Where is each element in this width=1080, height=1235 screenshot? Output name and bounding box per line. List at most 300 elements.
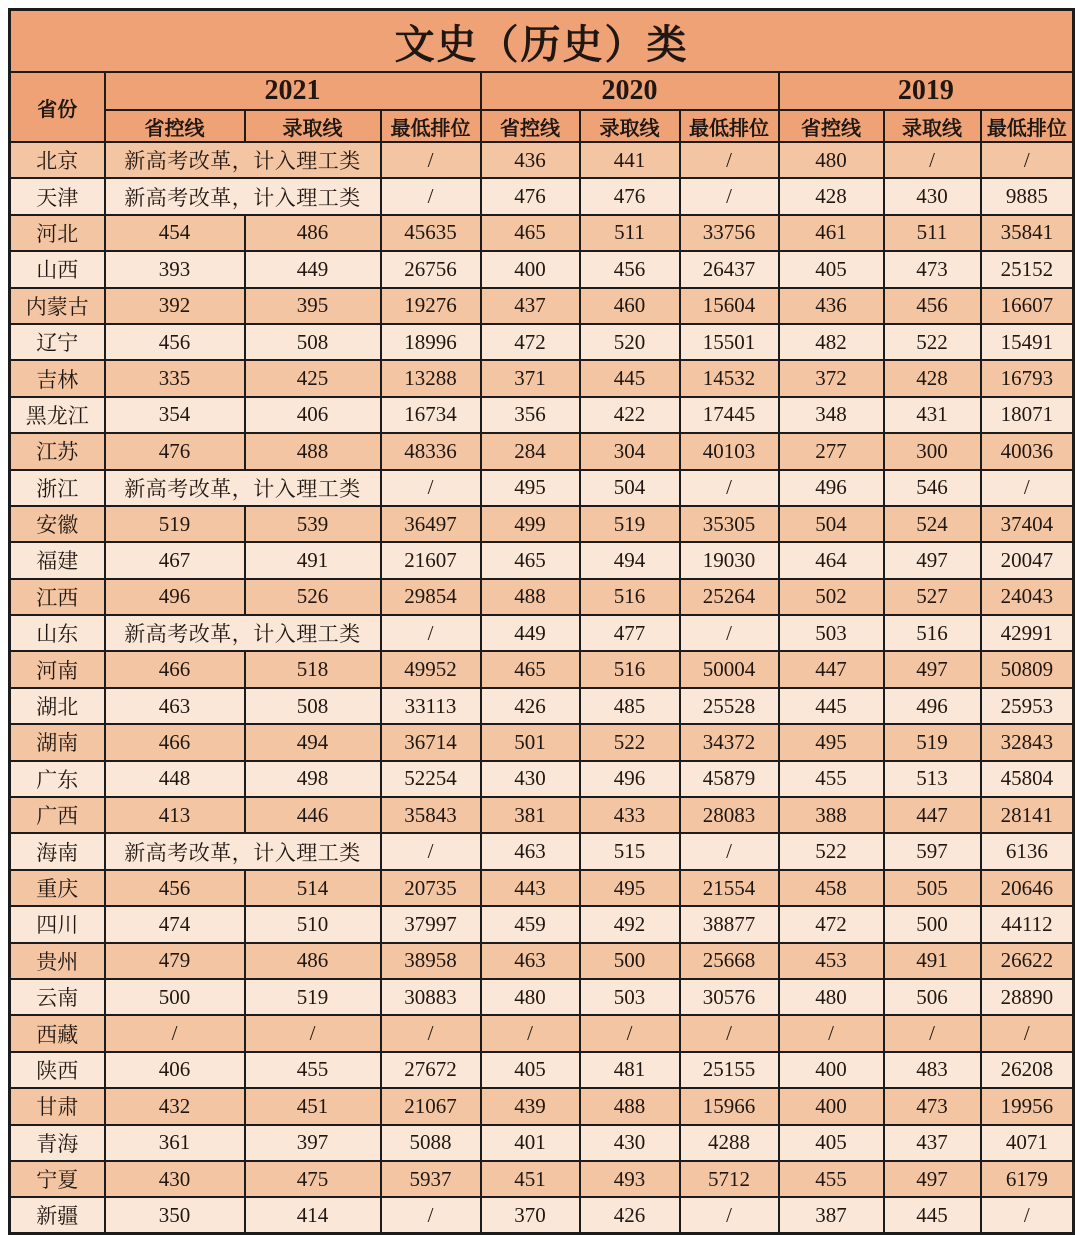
score-cell: / xyxy=(580,1015,680,1051)
score-cell: 406 xyxy=(245,397,381,433)
score-cell: 304 xyxy=(580,433,680,469)
score-cell: 476 xyxy=(105,433,245,469)
score-cell: 30883 xyxy=(381,979,481,1015)
score-cell: 494 xyxy=(580,542,680,578)
reform-note-cell: 新高考改革，计入理工类 xyxy=(105,178,381,214)
score-cell: 497 xyxy=(884,1161,981,1197)
score-cell: 486 xyxy=(245,943,381,979)
province-cell: 湖北 xyxy=(10,688,105,724)
score-cell: 44112 xyxy=(981,906,1074,942)
table-row xyxy=(10,1088,1074,1124)
score-cell: 448 xyxy=(105,761,245,797)
province-cell: 湖南 xyxy=(10,724,105,760)
score-cell: 361 xyxy=(105,1125,245,1161)
score-cell: 465 xyxy=(481,651,580,687)
table-row xyxy=(10,1125,1074,1161)
score-cell: 428 xyxy=(779,178,884,214)
year-header-2019: 2019 xyxy=(779,72,1074,110)
score-cell: / xyxy=(381,615,481,651)
province-cell: 陕西 xyxy=(10,1052,105,1088)
score-cell: 449 xyxy=(481,615,580,651)
table-row xyxy=(10,506,1074,542)
province-cell: 青海 xyxy=(10,1125,105,1161)
score-cell: 52254 xyxy=(381,761,481,797)
score-cell: 6136 xyxy=(981,833,1074,869)
score-cell: 393 xyxy=(105,251,245,287)
score-cell: 508 xyxy=(245,324,381,360)
score-cell: 28083 xyxy=(680,797,779,833)
score-cell: 463 xyxy=(105,688,245,724)
score-cell: 26756 xyxy=(381,251,481,287)
score-cell: 495 xyxy=(481,470,580,506)
score-cell: 597 xyxy=(884,833,981,869)
subheader-row xyxy=(10,110,1074,142)
score-cell: / xyxy=(105,1015,245,1051)
province-cell: 内蒙古 xyxy=(10,288,105,324)
score-cell: 488 xyxy=(580,1088,680,1124)
score-cell: 456 xyxy=(580,251,680,287)
score-cell: 441 xyxy=(580,142,680,178)
table-row xyxy=(10,433,1074,469)
score-cell: 516 xyxy=(884,615,981,651)
province-cell: 江西 xyxy=(10,579,105,615)
score-cell: 504 xyxy=(779,506,884,542)
score-cell: 433 xyxy=(580,797,680,833)
score-cell: 496 xyxy=(105,579,245,615)
score-cell: 522 xyxy=(779,833,884,869)
score-cell: 465 xyxy=(481,542,580,578)
table-row xyxy=(10,724,1074,760)
table-row xyxy=(10,542,1074,578)
score-cell: 443 xyxy=(481,870,580,906)
score-cell: / xyxy=(381,178,481,214)
score-cell: 19030 xyxy=(680,542,779,578)
admission-scores-table xyxy=(8,8,1075,1235)
year-header-2021: 2021 xyxy=(105,72,481,110)
score-cell: / xyxy=(779,1015,884,1051)
province-cell: 新疆 xyxy=(10,1197,105,1233)
score-cell: 432 xyxy=(105,1088,245,1124)
score-cell: 388 xyxy=(779,797,884,833)
province-cell: 云南 xyxy=(10,979,105,1015)
table-row xyxy=(10,251,1074,287)
score-cell: 494 xyxy=(245,724,381,760)
score-cell: 456 xyxy=(105,324,245,360)
score-cell: 508 xyxy=(245,688,381,724)
score-cell: 497 xyxy=(884,542,981,578)
table-row xyxy=(10,797,1074,833)
score-cell: 45635 xyxy=(381,215,481,251)
score-cell: 464 xyxy=(779,542,884,578)
score-cell: 499 xyxy=(481,506,580,542)
score-cell: 475 xyxy=(245,1161,381,1197)
score-cell: 479 xyxy=(105,943,245,979)
province-cell: 安徽 xyxy=(10,506,105,542)
table-row xyxy=(10,215,1074,251)
score-cell: 500 xyxy=(580,943,680,979)
score-cell: / xyxy=(381,142,481,178)
score-cell: 524 xyxy=(884,506,981,542)
score-cell: 497 xyxy=(884,651,981,687)
score-cell: 13288 xyxy=(381,360,481,396)
table-row xyxy=(10,360,1074,396)
score-cell: 381 xyxy=(481,797,580,833)
score-cell: 476 xyxy=(580,178,680,214)
score-cell: 25668 xyxy=(680,943,779,979)
score-cell: 400 xyxy=(779,1052,884,1088)
province-cell: 海南 xyxy=(10,833,105,869)
score-cell: 436 xyxy=(481,142,580,178)
score-cell: 37404 xyxy=(981,506,1074,542)
score-cell: / xyxy=(884,1015,981,1051)
score-cell: 21067 xyxy=(381,1088,481,1124)
score-cell: 37997 xyxy=(381,906,481,942)
score-cell: 473 xyxy=(884,1088,981,1124)
score-cell: 426 xyxy=(580,1197,680,1233)
province-cell: 辽宁 xyxy=(10,324,105,360)
score-cell: 26208 xyxy=(981,1052,1074,1088)
score-cell: 48336 xyxy=(381,433,481,469)
score-cell: 45804 xyxy=(981,761,1074,797)
score-cell: 519 xyxy=(245,979,381,1015)
score-cell: 466 xyxy=(105,724,245,760)
reform-note-cell: 新高考改革，计入理工类 xyxy=(105,615,381,651)
province-cell: 广东 xyxy=(10,761,105,797)
score-cell: 506 xyxy=(884,979,981,1015)
score-cell: 35841 xyxy=(981,215,1074,251)
reform-note-cell: 新高考改革，计入理工类 xyxy=(105,470,381,506)
score-cell: 454 xyxy=(105,215,245,251)
score-cell: 14532 xyxy=(680,360,779,396)
score-cell: 455 xyxy=(245,1052,381,1088)
score-cell: 34372 xyxy=(680,724,779,760)
score-cell: 496 xyxy=(580,761,680,797)
score-cell: 495 xyxy=(580,870,680,906)
score-cell: 426 xyxy=(481,688,580,724)
score-cell: 514 xyxy=(245,870,381,906)
province-cell: 山西 xyxy=(10,251,105,287)
score-cell: 518 xyxy=(245,651,381,687)
table-row xyxy=(10,688,1074,724)
score-cell: 436 xyxy=(779,288,884,324)
score-cell: 28890 xyxy=(981,979,1074,1015)
score-cell: 477 xyxy=(580,615,680,651)
score-cell: / xyxy=(680,833,779,869)
score-cell: 455 xyxy=(779,1161,884,1197)
subheader-2021-control-line: 省控线 xyxy=(105,110,245,142)
score-cell: 33756 xyxy=(680,215,779,251)
score-cell: 456 xyxy=(105,870,245,906)
score-cell: / xyxy=(680,1015,779,1051)
score-cell: 437 xyxy=(481,288,580,324)
score-cell: 387 xyxy=(779,1197,884,1233)
score-cell: 483 xyxy=(884,1052,981,1088)
score-cell: 40103 xyxy=(680,433,779,469)
province-cell: 河南 xyxy=(10,651,105,687)
score-cell: 500 xyxy=(105,979,245,1015)
score-cell: 20047 xyxy=(981,542,1074,578)
score-cell: 42991 xyxy=(981,615,1074,651)
province-cell: 贵州 xyxy=(10,943,105,979)
score-cell: / xyxy=(981,1197,1074,1233)
province-cell: 吉林 xyxy=(10,360,105,396)
score-cell: 21554 xyxy=(680,870,779,906)
score-cell: 430 xyxy=(481,761,580,797)
province-cell: 河北 xyxy=(10,215,105,251)
score-cell: 4071 xyxy=(981,1125,1074,1161)
table-row xyxy=(10,906,1074,942)
score-cell: 446 xyxy=(245,797,381,833)
score-cell: 413 xyxy=(105,797,245,833)
score-cell: 19276 xyxy=(381,288,481,324)
table-row xyxy=(10,397,1074,433)
score-cell: 15501 xyxy=(680,324,779,360)
score-cell: 5088 xyxy=(381,1125,481,1161)
score-cell: / xyxy=(680,178,779,214)
page-title: 文史（历史）类 xyxy=(10,10,1074,73)
score-cell: 422 xyxy=(580,397,680,433)
score-cell: 348 xyxy=(779,397,884,433)
score-cell: 20735 xyxy=(381,870,481,906)
score-cell: 430 xyxy=(884,178,981,214)
province-cell: 四川 xyxy=(10,906,105,942)
score-cell: 405 xyxy=(779,1125,884,1161)
province-cell: 广西 xyxy=(10,797,105,833)
score-cell: 491 xyxy=(245,542,381,578)
score-cell: / xyxy=(981,470,1074,506)
score-cell: 495 xyxy=(779,724,884,760)
score-cell: 493 xyxy=(580,1161,680,1197)
scores-table-wrapper xyxy=(8,8,1072,1235)
score-cell: 15966 xyxy=(680,1088,779,1124)
subheader-2020-control-line: 省控线 xyxy=(481,110,580,142)
score-cell: / xyxy=(381,833,481,869)
score-cell: 5712 xyxy=(680,1161,779,1197)
table-row xyxy=(10,615,1074,651)
table-row xyxy=(10,579,1074,615)
score-cell: 503 xyxy=(779,615,884,651)
score-cell: 482 xyxy=(779,324,884,360)
score-cell: 38877 xyxy=(680,906,779,942)
province-cell: 甘肃 xyxy=(10,1088,105,1124)
province-cell: 江苏 xyxy=(10,433,105,469)
table-row xyxy=(10,470,1074,506)
score-cell: 15491 xyxy=(981,324,1074,360)
score-cell: 397 xyxy=(245,1125,381,1161)
score-cell: 4288 xyxy=(680,1125,779,1161)
province-cell: 重庆 xyxy=(10,870,105,906)
score-cell: 27672 xyxy=(381,1052,481,1088)
score-cell: 473 xyxy=(884,251,981,287)
score-cell: 25155 xyxy=(680,1052,779,1088)
score-cell: 449 xyxy=(245,251,381,287)
score-cell: 513 xyxy=(884,761,981,797)
table-row xyxy=(10,833,1074,869)
subheader-2019-lowest-rank: 最低排位 xyxy=(981,110,1074,142)
table-row xyxy=(10,324,1074,360)
score-cell: 465 xyxy=(481,215,580,251)
score-cell: 539 xyxy=(245,506,381,542)
score-cell: 474 xyxy=(105,906,245,942)
table-row xyxy=(10,943,1074,979)
score-cell: 519 xyxy=(105,506,245,542)
score-cell: 511 xyxy=(580,215,680,251)
score-cell: 519 xyxy=(580,506,680,542)
score-cell: 516 xyxy=(580,651,680,687)
province-cell: 黑龙江 xyxy=(10,397,105,433)
score-cell: 36497 xyxy=(381,506,481,542)
score-cell: 405 xyxy=(779,251,884,287)
score-cell: 29854 xyxy=(381,579,481,615)
score-cell: 503 xyxy=(580,979,680,1015)
score-cell: 401 xyxy=(481,1125,580,1161)
score-cell: 451 xyxy=(245,1088,381,1124)
score-cell: 49952 xyxy=(381,651,481,687)
score-cell: 456 xyxy=(884,288,981,324)
score-cell: 467 xyxy=(105,542,245,578)
table-row xyxy=(10,979,1074,1015)
table-body xyxy=(10,142,1074,1234)
score-cell: 354 xyxy=(105,397,245,433)
table-row xyxy=(10,1197,1074,1233)
score-cell: / xyxy=(381,470,481,506)
score-cell: / xyxy=(680,470,779,506)
score-cell: 430 xyxy=(580,1125,680,1161)
score-cell: 476 xyxy=(481,178,580,214)
score-cell: / xyxy=(381,1015,481,1051)
score-cell: 50004 xyxy=(680,651,779,687)
reform-note-cell: 新高考改革，计入理工类 xyxy=(105,142,381,178)
score-cell: 50809 xyxy=(981,651,1074,687)
score-cell: 522 xyxy=(884,324,981,360)
score-cell: 486 xyxy=(245,215,381,251)
score-cell: 516 xyxy=(580,579,680,615)
year-header-2020: 2020 xyxy=(481,72,779,110)
score-cell: 431 xyxy=(884,397,981,433)
table-row xyxy=(10,142,1074,178)
score-cell: 26437 xyxy=(680,251,779,287)
table-row xyxy=(10,1015,1074,1051)
table-row xyxy=(10,1161,1074,1197)
score-cell: 453 xyxy=(779,943,884,979)
score-cell: 519 xyxy=(884,724,981,760)
score-cell: 461 xyxy=(779,215,884,251)
subheader-2019-admission-line: 录取线 xyxy=(884,110,981,142)
subheader-2021-admission-line: 录取线 xyxy=(245,110,381,142)
score-cell: 515 xyxy=(580,833,680,869)
score-cell: 488 xyxy=(245,433,381,469)
score-cell: 30576 xyxy=(680,979,779,1015)
score-cell: 6179 xyxy=(981,1161,1074,1197)
score-cell: 38958 xyxy=(381,943,481,979)
score-cell: 496 xyxy=(779,470,884,506)
score-cell: 463 xyxy=(481,833,580,869)
subheader-2021-lowest-rank: 最低排位 xyxy=(381,110,481,142)
score-cell: 24043 xyxy=(981,579,1074,615)
score-cell: 505 xyxy=(884,870,981,906)
score-cell: 17445 xyxy=(680,397,779,433)
score-cell: 20646 xyxy=(981,870,1074,906)
table-row xyxy=(10,288,1074,324)
score-cell: 526 xyxy=(245,579,381,615)
score-cell: 472 xyxy=(481,324,580,360)
score-cell: / xyxy=(884,142,981,178)
score-cell: 510 xyxy=(245,906,381,942)
subheader-2020-lowest-rank: 最低排位 xyxy=(680,110,779,142)
score-cell: 511 xyxy=(884,215,981,251)
score-cell: 504 xyxy=(580,470,680,506)
subheader-2020-admission-line: 录取线 xyxy=(580,110,680,142)
score-cell: 371 xyxy=(481,360,580,396)
score-cell: 32843 xyxy=(981,724,1074,760)
score-cell: 445 xyxy=(580,360,680,396)
score-cell: 481 xyxy=(580,1052,680,1088)
table-row xyxy=(10,761,1074,797)
score-cell: 284 xyxy=(481,433,580,469)
score-cell: 16793 xyxy=(981,360,1074,396)
score-cell: / xyxy=(245,1015,381,1051)
score-cell: 439 xyxy=(481,1088,580,1124)
score-cell: / xyxy=(680,615,779,651)
score-cell: 28141 xyxy=(981,797,1074,833)
score-cell: 520 xyxy=(580,324,680,360)
score-cell: 445 xyxy=(884,1197,981,1233)
score-cell: 33113 xyxy=(381,688,481,724)
subheader-2019-control-line: 省控线 xyxy=(779,110,884,142)
score-cell: 500 xyxy=(884,906,981,942)
province-cell: 西藏 xyxy=(10,1015,105,1051)
score-cell: 15604 xyxy=(680,288,779,324)
province-cell: 北京 xyxy=(10,142,105,178)
score-cell: / xyxy=(680,142,779,178)
score-cell: 356 xyxy=(481,397,580,433)
score-cell: 16734 xyxy=(381,397,481,433)
score-cell: 502 xyxy=(779,579,884,615)
score-cell: 498 xyxy=(245,761,381,797)
score-cell: / xyxy=(981,1015,1074,1051)
score-cell: 459 xyxy=(481,906,580,942)
score-cell: 35843 xyxy=(381,797,481,833)
score-cell: 350 xyxy=(105,1197,245,1233)
score-cell: 16607 xyxy=(981,288,1074,324)
score-cell: 458 xyxy=(779,870,884,906)
score-cell: / xyxy=(981,142,1074,178)
province-cell: 天津 xyxy=(10,178,105,214)
score-cell: / xyxy=(680,1197,779,1233)
score-cell: 480 xyxy=(481,979,580,1015)
score-cell: 19956 xyxy=(981,1088,1074,1124)
score-cell: 488 xyxy=(481,579,580,615)
province-cell: 宁夏 xyxy=(10,1161,105,1197)
score-cell: 25264 xyxy=(680,579,779,615)
score-cell: 496 xyxy=(884,688,981,724)
table-row xyxy=(10,1052,1074,1088)
table-row xyxy=(10,178,1074,214)
score-cell: 18996 xyxy=(381,324,481,360)
score-cell: / xyxy=(481,1015,580,1051)
score-cell: 5937 xyxy=(381,1161,481,1197)
score-cell: 445 xyxy=(779,688,884,724)
score-cell: 480 xyxy=(779,142,884,178)
table-row xyxy=(10,651,1074,687)
score-cell: 400 xyxy=(779,1088,884,1124)
score-cell: 425 xyxy=(245,360,381,396)
score-cell: 21607 xyxy=(381,542,481,578)
score-cell: 480 xyxy=(779,979,884,1015)
reform-note-cell: 新高考改革，计入理工类 xyxy=(105,833,381,869)
table-row xyxy=(10,870,1074,906)
score-cell: 26622 xyxy=(981,943,1074,979)
